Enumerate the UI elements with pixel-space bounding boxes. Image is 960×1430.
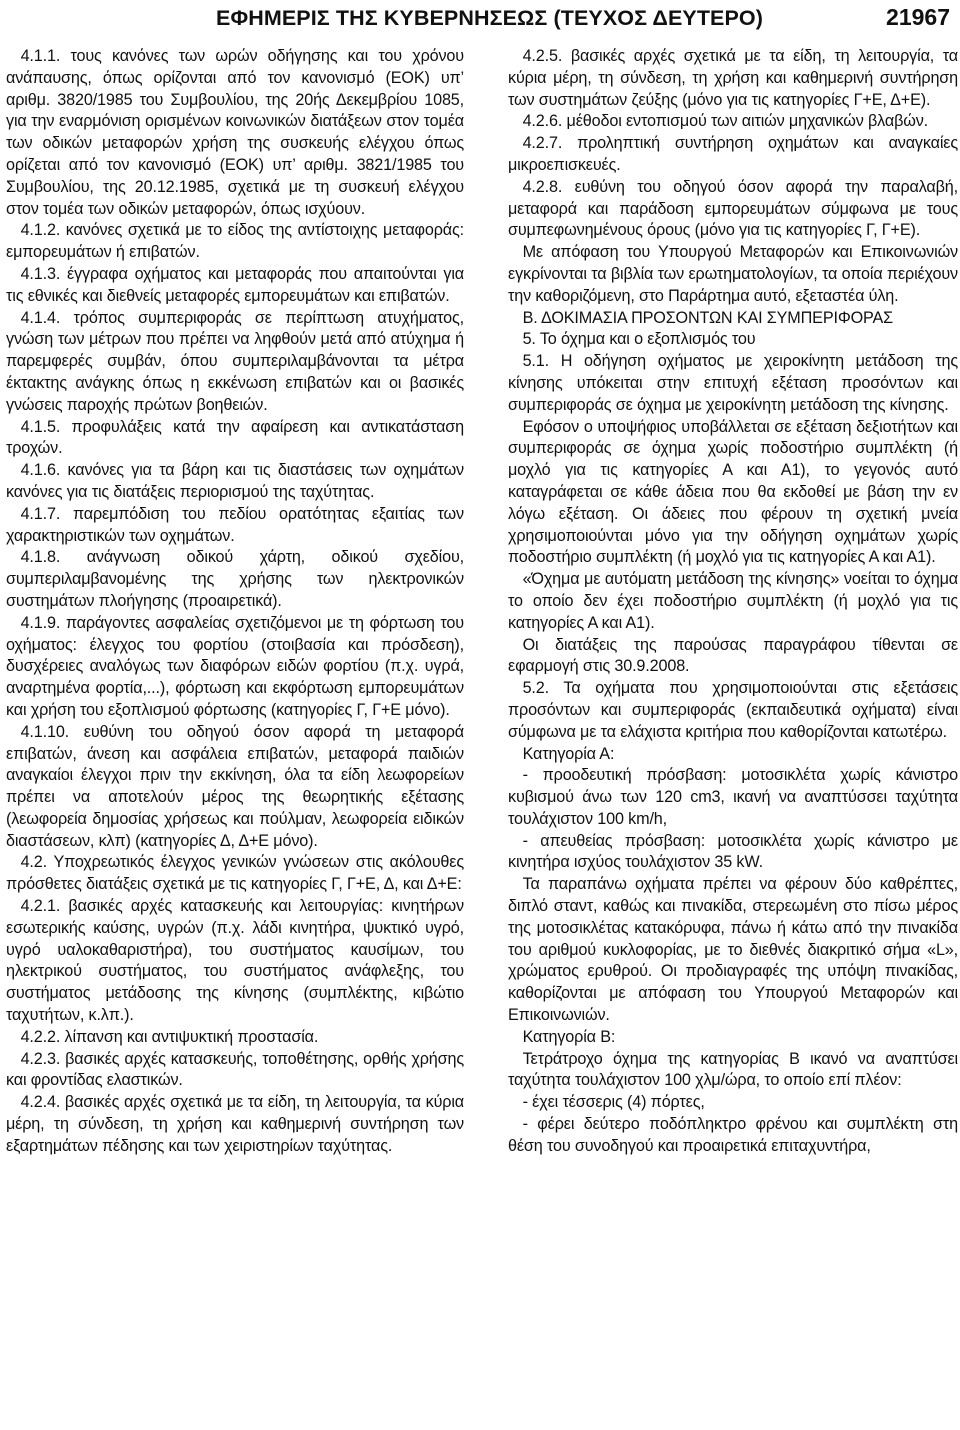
paragraph-ministerial-decision: Με απόφαση του Υπουργού Μεταφορών και Επικοινωνιών εγκρίνονται τα βιβλία των ερωτηματολογίων, τα οποία περιέχουν την καθοριζόμενη, στο Παράρτημα αυτό, εξεταστέα ύλη.: [508, 243, 958, 305]
category-a-heading: Κατηγορία Α:: [522, 744, 615, 763]
paragraph-4-2-5: 4.2.5. βασικές αρχές σχετικά με τα είδη, τη λειτουργία, τα κύρια μέρη, τη σύνδεση, τη χρήση και καθημερινή συντήρηση των συστημάτων ζεύξης (μόνο για τις κατηγορίες Γ+Ε, Δ+Ε).: [508, 47, 958, 109]
paragraph-5-1-exam: Εφόσον ο υποψήφιος υποβάλλεται σε εξέταση δεξιοτήτων και συμπεριφοράς σε όχημα χωρίς ποδοστήριο συμπλέκτη (ή μοχλό για τις κατηγορίες Α και Α1), το γεγονός αυτό καταγράφεται σε κάθε άδεια που θα εκδοθεί με βάση την εν λόγω εξέταση. Οι άδειες που φέρουν τη σχετική μνεία χρησιμοποιούνται μόνο για την οδήγηση οχημάτων χωρίς ποδοστήριο συμπλέκτη (ή μοχλό για τις κατηγορίες Α και Α1).: [508, 417, 958, 567]
paragraph-4-1-10: 4.1.10. ευθύνη του οδηγού όσον αφορά τη μεταφορά επιβατών, άνεση και ασφάλεια επιβατών, μεταφορά παιδιών αναγκαίοι έλεγχοι πριν την εκκίνηση, όλα τα είδη λεωφορείων πρέπει να αποτελούν μέρος της θεωρητικής εξέτασης (λεωφορεία δημοσίας χρήσεως και πούλμαν, λεωφορεία ειδικών διαστάσεων, κλπ) (κατηγορίες Δ, Δ+Ε μόνο).: [6, 722, 464, 850]
paragraph-4-1-6: 4.1.6. κανόνες για τα βάρη και τις διαστάσεις των οχημάτων κανόνες για τις διατάξεις περιορισμού της ταχύτητας.: [6, 461, 464, 501]
paragraph-4-1-4: 4.1.4. τρόπος συμπεριφοράς σε περίπτωση ατυχήματος, γνώση των μέτρων που πρέπει να ληφθούν μετά από ατύχημα ή παρεμφερές συμβάν, όπου συμπεριλαμβάνονται τα μέτρα έκτακτης ανάγκης όπως η εκκένωση επιβατών και οι βασικές γνώσεις παροχής πρώτων βοηθειών.: [6, 308, 464, 414]
paragraph-4-2-6: 4.2.6. μέθοδοι εντοπισμού των αιτιών μηχανικών βλαβών.: [522, 112, 929, 131]
paragraph-4-2-4: 4.2.4. βασικές αρχές σχετικά με τα είδη, τη λειτουργία, τα κύρια μέρη, τη σύνδεση, τη χρήση και καθημερινή συντήρηση των εξαρτημάτων πέδησης και των χειριστηρίων ταχύτητας.: [6, 1093, 464, 1155]
paragraph-4-1-7: 4.1.7. παρεμπόδιση του πεδίου ορατότητας εξαιτίας των χαρακτηριστικών των οχημάτων.: [6, 504, 464, 545]
page-header: [0, 0, 960, 40]
paragraph-4-2: 4.2. Υποχρεωτικός έλεγχος γενικών γνώσεων στις ακόλουθες πρόσθετες διατάξεις σχετικά με τις κατηγορίες Γ, Γ+Ε, Δ, και Δ+Ε:: [6, 853, 464, 894]
paragraph-4-1-8: 4.1.8. ανάγνωση οδικού χάρτη, οδικού σχεδίου, συμπεριλαμβανομένης της χρήσης των ηλεκτρονικών συστημάτων πλοήγησης (προαιρετικά).: [6, 548, 464, 610]
category-b-heading: Κατηγορία Β:: [522, 1027, 616, 1046]
paragraph-4-2-7: 4.2.7. προληπτική συντήρηση οχημάτων και αναγκαίες μικροεπισκευές.: [508, 134, 958, 174]
paragraph-4-2-1: 4.2.1. βασικές αρχές κατασκευής και λειτουργίας: κινητήρων εσωτερικής καύσης, υγρών (π.χ. λάδι κινητήρα, ψυκτικό υγρό, υγρό υαλοκαθαριστήρα), του συστήματος καυσίμων, του ηλεκτρικού συστήματος, του συστήματος ανάφλεξης, του συστήματος μετάδοσης της κίνησης (συμπλέκτης, κιβώτιο ταχυτήτων, κ.λπ.).: [6, 897, 464, 1025]
page-number: 21967: [886, 4, 950, 30]
paragraph-4-1-9: 4.1.9. παράγοντες ασφαλείας σχετιζόμενοι με τη φόρτωση του οχήματος: έλεγχος του φορτίου (στοιβασία και πρόσδεση), δυσχέρειες αναλόγως των διαφόρων ειδών φορτίου (π.χ. υγρά, αναρτημένα φορτία,...), φόρτωση και εκφόρτωση εμπορευμάτων και χρήση του εξοπλισμού φόρτωσης (κατηγορίες Γ, Γ+Ε μόνο).: [6, 613, 464, 719]
gazette-title: ΕΦΗΜΕΡΙΣ ΤΗΣ ΚΥΒΕΡΝΗΣΕΩΣ (ΤΕΥΧΟΣ ΔΕΥΤΕΡΟ): [216, 6, 764, 30]
paragraph-4-1-3: 4.1.3. έγγραφα οχήματος και μεταφοράς που απαιτούνται για τις εθνικές και διεθνείς μεταφορές εμπορευμάτων και επιβατών.: [6, 264, 464, 305]
paragraph-5-1-effective-date: Οι διατάξεις της παρούσας παραγράφου τίθενται σε εφαρμογή στις 30.9.2008.: [508, 635, 958, 676]
paragraph-category-b: Τετράτροχο όχημα της κατηγορίας Β ικανό να αναπτύσει ταχύτητα τουλάχιστον 100 χλμ/ώρα, το οποίο επί πλέον:: [508, 1049, 958, 1090]
paragraph-4-1-2: 4.1.2. κανόνες σχετικά με το είδος της αντίστοιχης μεταφοράς: εμπορευμάτων ή επιβατών.: [6, 221, 464, 262]
paragraph-5-1-automatic: «Όχημα με αυτόματη μετάδοση της κίνησης» νοείται το όχημα το οποίο δεν έχει ποδοστήριο συμπλέκτη (ή μοχλό για τις κατηγορίες Α και Α1).: [508, 570, 958, 632]
category-b-doors: - έχει τέσσερις (4) πόρτες,: [522, 1093, 705, 1112]
right-column: [508, 46, 958, 1158]
category-a-direct: - απευθείας πρόσβαση: μοτοσικλέτα χωρίς κάνιστρο με κινητήρα ισχύος τουλάχιστον 35 kW.: [508, 831, 958, 872]
paragraph-5-2: 5.2. Τα οχήματα που χρησιμοποιούνται στις εξετάσεις προσόντων και συμπεριφοράς (εκπαιδευτικά οχήματα) είναι σύμφωνα με τα ελάχιστα κριτήρια που καθορίζονται κατωτέρω.: [508, 679, 958, 741]
paragraph-4-1-5: 4.1.5. προφυλάξεις κατά την αφαίρεση και αντικατάσταση τροχών.: [6, 417, 464, 458]
paragraph-4-1-1: 4.1.1. τους κανόνες των ωρών οδήγησης και του χρόνου ανάπαυσης, όπως ορίζονται από τον κανονισμό (ΕΟΚ) υπ’ αριθμ. 3820/1985 του Συμβουλίου, της 20ής Δεκεμβρίου 1085, για την εναρμόνιση ορισμένων κοινωνικών διατάξεων στον τομέα των οδικών μεταφορών χρήση της συσκευής ελέγχου όπως ορίζεται από τον κανονισμό (ΕΟΚ) υπ’ αριθμ. 3821/1985 του Συμβουλίου, της 20.12.1985, σχετικά με τη συσκευή ελέγχου στον τομέα των οδικών μεταφορών, όπως ισχύουν.: [6, 47, 464, 218]
left-column: [6, 46, 464, 1158]
section-heading-b: Β. ΔΟΚΙΜΑΣΙΑ ΠΡΟΣΟΝΤΩΝ ΚΑΙ ΣΥΜΠΕΡΙΦΟΡΑΣ: [522, 308, 893, 327]
category-a-progressive: - προοδευτική πρόσβαση: μοτοσικλέτα χωρίς κάνιστρο κυβισμού άνω των 120 cm3, ικανή να αναπτύσσει ταχύτητα τουλάχιστον 100 km/h,: [508, 766, 958, 828]
paragraph-4-2-8: 4.2.8. ευθύνη του οδηγού όσον αφορά την παραλαβή, μεταφορά και παράδοση εμπορευμάτων σύμφωνα με τους συμπεφωνημένους όρους (μόνο για τις κατηγορίες Γ, Γ+Ε).: [508, 177, 958, 240]
paragraph-4-2-2: 4.2.2. λίπανση και αντιψυκτική προστασία.: [20, 1027, 319, 1046]
paragraph-5-1: 5.1. Η οδήγηση οχήματος με χειροκίνητη μετάδοση της κίνησης υπόκειται στην επιτυχή εξέταση προσόντων και συμπεριφοράς σε όχημα με χειροκίνητη μετάδοση της κίνησης.: [508, 352, 958, 414]
paragraph-4-2-3: 4.2.3. βασικές αρχές κατασκευής, τοποθέτησης, ορθής χρήσης και φροντίδας ελαστικών.: [6, 1049, 464, 1090]
category-b-dual-controls: - φέρει δεύτερο ποδόπληκτρο φρένου και συμπλέκτη στη θέση του συνοδηγού και προαιρετικά επιταχυντήρα,: [508, 1115, 958, 1155]
paragraph-mirrors-plate: Τα παραπάνω οχήματα πρέπει να φέρουν δύο καθρέπτες, διπλό σταντ, καθώς και πινακίδα, στερεωμένη στο πίσω μέρος της μοτοσικλέτας κατακόρυφα, πάνω ή κάτω από την πινακίδα του αριθμού κυκλοφορίας, με το διεθνές διακριτικό σήμα «L», χρώματος ερυθρού. Οι προδιαγραφές της υπόψη πινακίδας, καθορίζονται με απόφαση του Υπουργού Μεταφορών και Επικοινωνιών.: [508, 875, 958, 1025]
subsection-heading-5: 5. Το όχημα και ο εξοπλισμός του: [522, 330, 756, 349]
